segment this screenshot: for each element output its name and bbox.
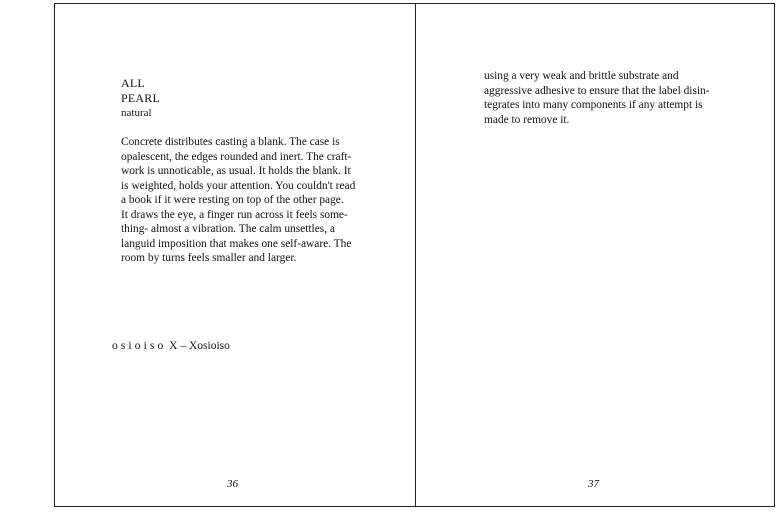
text-line: languid imposition that makes one self-aware. The [121, 237, 352, 250]
byline-dash: – [180, 340, 187, 352]
text-line: tegrates into many components if any attempt is [484, 99, 703, 111]
text-line: made to remove it. [484, 113, 570, 126]
text-line: aggressive adhesive to ensure that the label disin- [484, 84, 710, 97]
byline [112, 340, 230, 352]
left-page [55, 4, 415, 506]
page-number-right: 37 [588, 478, 599, 490]
text-line: Concrete distributes casting a blank. The case is [121, 136, 340, 148]
text-line: It draws the eye, a finger run across it feels some- [121, 208, 348, 221]
heading-line-3: natural [121, 107, 152, 119]
poem-heading [121, 76, 160, 121]
page-number-left: 36 [227, 478, 238, 490]
byline-spaced: osioiso [112, 340, 167, 352]
right-body-text [484, 69, 726, 127]
text-line: a book if it were resting on top of the other page. [121, 194, 344, 206]
byline-name: Xosioiso [188, 340, 230, 352]
heading-line-2: PEARL [121, 91, 161, 105]
right-page [416, 4, 775, 506]
text-line: work is unnoticable, as usual. It holds the blank. It [121, 165, 351, 177]
text-line: opalescent, the edges rounded and inert. The craft- [121, 150, 352, 163]
book-spread [54, 3, 775, 507]
text-line: thing- almost a vibration. The calm unsettles, a [121, 223, 335, 235]
text-line: using a very weak and brittle substrate and [484, 70, 679, 82]
text-line: is weighted, holds your attention. You couldn't read [121, 179, 356, 192]
left-body-text [121, 135, 383, 266]
heading-line-1: ALL [121, 76, 145, 90]
text-line: room by turns feels smaller and larger. [121, 252, 297, 264]
byline-mark: X [169, 340, 178, 352]
